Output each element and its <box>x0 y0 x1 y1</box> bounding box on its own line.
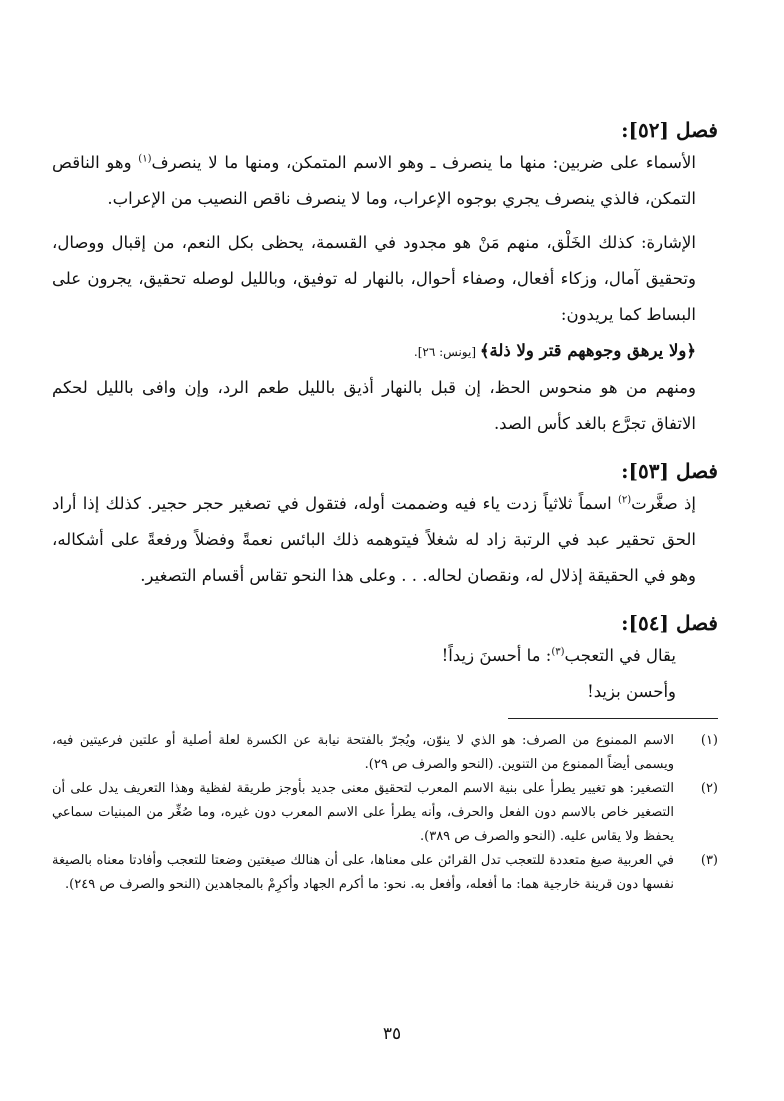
section-54-line-1-text-a: يقال في التعجب <box>564 646 676 665</box>
quran-verse-text: ﴿ولا يرهق وجوههم قتر ولا ذلة﴾ <box>479 341 696 360</box>
footnote-1-text: الاسم الممنوع من الصرف: هو الذي لا ينوّن، ويُجرّ بالفتحة نيابة عن الكسرة لعلة أصلية أو علتين فرعيتين فيه، ويسمى أيضاً الممنوع من التنوين. (النحو والصرف ص ٢٩). <box>52 733 674 772</box>
section-52-heading: فصل [٥٢]: <box>621 118 718 142</box>
section-52-paragraph-1-text-b: وهو الناقص التمكن، فالذي ينصرف يجري بوجوه الإعراب، وما لا ينصرف ناقص النصيب من الإعراب. <box>52 153 696 208</box>
section-54-line-1 <box>52 638 718 674</box>
footnote-ref-1: (١) <box>138 153 152 165</box>
footnote-3-number: (٣) <box>700 853 718 868</box>
section-52-paragraph-1 <box>52 145 718 217</box>
section-54-heading: فصل [٥٤]: <box>621 611 718 635</box>
footnote-2-number: (٢) <box>700 781 718 796</box>
section-53-paragraph-1-text-a: إذ صغَّرت <box>631 494 696 513</box>
section-54-line-1-text-b: : ما أحسنَ زيداً! <box>441 646 552 665</box>
page-number: ٣٥ <box>382 1024 402 1044</box>
footnote-1 <box>52 729 718 777</box>
section-53-heading: فصل [٥٣]: <box>621 459 718 483</box>
footnote-ref-3: (٣) <box>551 646 565 658</box>
section-52-paragraph-1-text-a: الأسماء على ضربين: منها ما ينصرف ـ وهو الاسم المتمكن، ومنها ما لا ينصرف <box>151 153 697 172</box>
footnote-2-text: التصغير: هو تغيير يطرأ على بنية الاسم المعرب لتحقيق معنى جديد بأوجز طريقة لفظية وهذا التعريف يدل على أن التصغير خاص بالاسم دون الفعل والحرف، وأنه يطرأ على الاسم المعرب دون غيره، وما صُغِّر من المبنيات سماعي يحفظ ولا يقاس عليه. (النحو والصرف ص ٣٨٩). <box>52 781 674 844</box>
footnote-2 <box>52 777 718 849</box>
section-52-paragraph-2: الإشارة: كذلك الخَلْق، منهم مَنْ هو مجدود في القسمة، يحظى بكل النعم، من إقبال ووصال، وتحقيق آمال، وزكاء أفعال، وصفاء أحوال، بالنهار له توفيق، وبالليل لوصله تحقيق، يجرون على البساط كما يريدون: <box>52 233 696 324</box>
quran-verse-reference: [يونس: ٢٦]. <box>413 345 480 359</box>
section-52-paragraph-3: ومنهم من هو منحوس الحظ، إن قبل بالنهار أذيق بالليل طعم الرد، وإن وافى بالليل لحكم الاتفاق تجرَّع بالغد كأس الصد. <box>52 378 696 433</box>
quran-verse <box>52 333 718 370</box>
footnote-3 <box>52 849 718 897</box>
footnote-separator <box>508 718 718 719</box>
footnote-1-number: (١) <box>700 733 718 748</box>
section-54-line-2: وأحسن بزيد! <box>587 682 676 701</box>
footnote-ref-2: (٢) <box>617 494 632 506</box>
section-53-paragraph-1-text-b: اسماً ثلاثياً زدت ياء فيه وضممت أوله، فتقول في تصغير حجر حجير. كذلك إذا أراد الحق تحقير عبد في الرتبة زاد له شغلاً فيتوهمه ذلك البائس نعمةً وفضلاً ورفعةً على أشكاله، وهو في الحقيقة إذلال له، ونقصان لحاله. . . وعلى هذا النحو تقاس أقسام التصغير. <box>52 494 696 585</box>
footnote-3-text: في العربية صيغ متعددة للتعجب تدل القرائن على معناها، على أن هنالك صيغتين وضعتا للتعجب وأفادتا معناه بالصيغة نفسها دون قرينة خارجية هما: ما أفعله، وأفعل به. نحو: ما أكرم الجهاد وأكرِمْ بالمجاهدين (النحو والصرف ص ٢٤٩). <box>52 853 674 892</box>
section-53-paragraph-1 <box>52 486 718 594</box>
